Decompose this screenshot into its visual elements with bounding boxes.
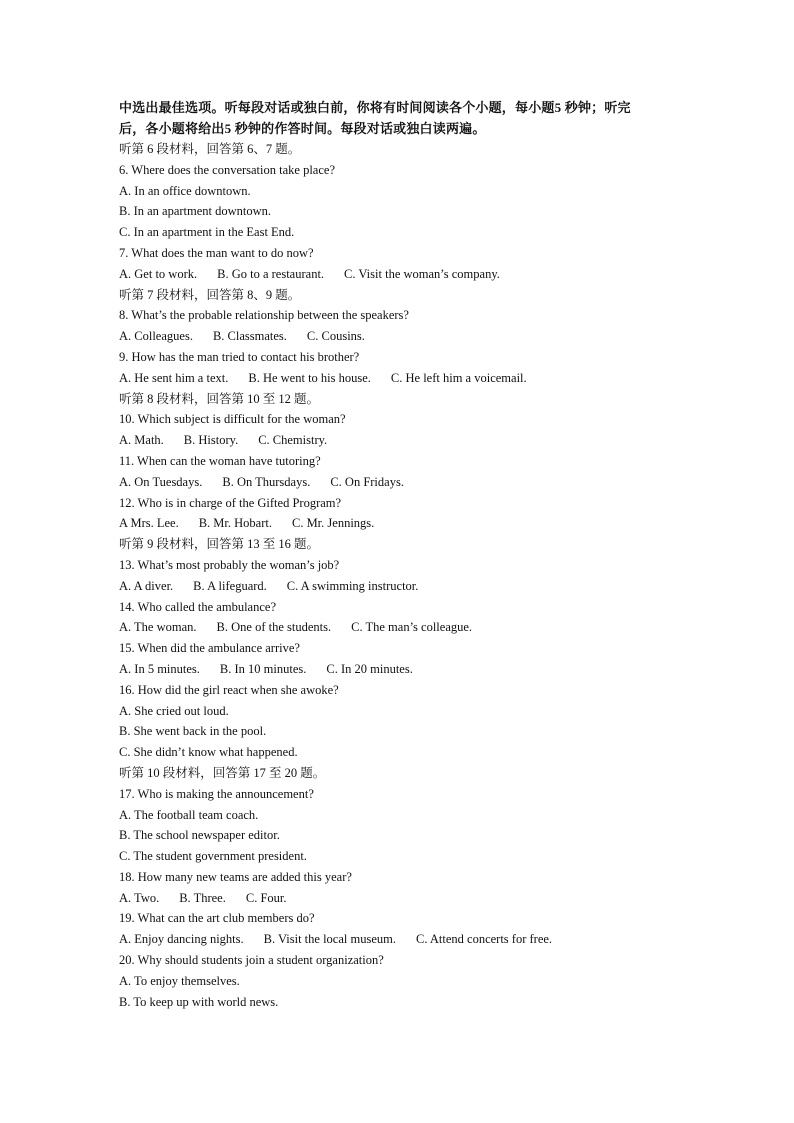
question-10-option-c: C. Chemistry. (258, 433, 328, 448)
question-13-option-a: A. A diver. (119, 578, 174, 593)
question-18-option-a: A. Two. (119, 890, 160, 905)
question-15-option-c: C. In 20 minutes. (326, 661, 413, 676)
question-10-option-b: B. History. (183, 433, 239, 448)
question-9-option-c: C. He left him a voicemail. (390, 370, 527, 385)
question-12-options (119, 513, 679, 534)
material-10-block (119, 763, 679, 1013)
question-17-option-a: A. The football team coach. (119, 807, 259, 822)
question-19-option-c: C. Attend concerts for free. (415, 932, 553, 947)
material-6-heading: 听第 6 段材料，回答第 6、7 题。 (119, 142, 301, 156)
question-8-stem: 8. What’s the probable relationship between the speakers? (119, 308, 409, 323)
question-8-option-c: C. Cousins. (306, 329, 365, 344)
question-7-stem: 7. What does the man want to do now? (119, 245, 314, 260)
material-9-block (119, 534, 679, 763)
question-16-option-a: A. She cried out loud. (119, 703, 229, 718)
question-10-option-a: A. Math. (119, 433, 164, 448)
question-9-option-a: A. He sent him a text. (119, 370, 229, 385)
question-12-option-b: B. Mr. Hobart. (198, 516, 272, 531)
question-6-option-b: B. In an apartment downtown. (119, 204, 272, 219)
question-12-stem: 12. Who is in charge of the Gifted Program? (119, 495, 342, 510)
question-13-option-b: B. A lifeguard. (193, 578, 267, 593)
question-19-option-a: A. Enjoy dancing nights. (119, 932, 244, 947)
question-8-option-b: B. Classmates. (212, 329, 287, 344)
question-8-option-a: A. Colleagues. (119, 329, 193, 344)
question-18-option-c: C. Four. (245, 890, 287, 905)
question-13-options (119, 576, 679, 597)
material-9-heading: 听第 9 段材料，回答第 13 至 16 题。 (119, 537, 320, 552)
question-16-stem: 16. How did the girl react when she awoke? (119, 682, 339, 697)
question-11-option-b: B. On Thursdays. (222, 474, 311, 489)
question-20-option-b: B. To keep up with world news. (119, 994, 279, 1009)
question-6-option-c: C. In an apartment in the East End. (119, 225, 295, 240)
question-8-options (119, 326, 679, 347)
question-9-options (119, 368, 679, 389)
question-9-stem: 9. How has the man tried to contact his brother? (119, 349, 360, 364)
question-13-option-c: C. A swimming instructor. (286, 578, 419, 593)
question-13-stem: 13. What’s most probably the woman’s job? (119, 557, 340, 572)
question-18-option-b: B. Three. (179, 890, 226, 905)
question-14-option-c: C. The man’s colleague. (351, 620, 473, 635)
question-18-stem: 18. How many new teams are added this year? (119, 869, 352, 884)
question-14-options (119, 617, 679, 638)
material-8-heading: 听第 8 段材料，回答第 10 至 12 题。 (119, 391, 320, 406)
question-11-option-c: C. On Fridays. (330, 474, 404, 489)
question-14-stem: 14. Who called the ambulance? (119, 599, 276, 614)
question-14-option-a: A. The woman. (119, 620, 197, 635)
question-12-option-c: C. Mr. Jennings. (291, 516, 375, 531)
question-19-options (119, 929, 679, 950)
question-7-option-a: A. Get to work. (119, 266, 198, 281)
question-7-option-b: B. Go to a restaurant. (217, 266, 325, 281)
question-15-stem: 15. When did the ambulance arrive? (119, 641, 300, 656)
material-10-heading: 听第 10 段材料，回答第 17 至 20 题。 (119, 765, 326, 780)
question-20-stem: 20. Why should students join a student organization? (119, 953, 384, 968)
instruction-line-2: 后，各小题将给出5 秒钟的作答时间。每段对话或独白读两遍。 (119, 121, 486, 136)
material-6-block (119, 139, 679, 285)
material-8-block (119, 389, 679, 535)
question-10-stem: 10. Which subject is difficult for the woman? (119, 412, 346, 427)
instruction-line-1: 中选出最佳选项。听每段对话或独白前，你将有时间阅读各个小题，每小题5 秒钟；听完 (119, 100, 631, 115)
section-instructions (119, 97, 679, 139)
question-19-option-b: B. Visit the local museum. (263, 932, 396, 947)
question-11-stem: 11. When can the woman have tutoring? (119, 453, 321, 468)
question-12-option-a: A Mrs. Lee. (119, 516, 179, 531)
question-15-option-a: A. In 5 minutes. (119, 661, 200, 676)
question-10-options (119, 430, 679, 451)
question-18-options (119, 888, 679, 909)
question-6-option-a: A. In an office downtown. (119, 183, 251, 198)
question-16-option-c: C. She didn’t know what happened. (119, 745, 298, 760)
question-17-stem: 17. Who is making the announcement? (119, 786, 314, 801)
question-7-options (119, 264, 679, 285)
material-7-heading: 听第 7 段材料，回答第 8、9 题。 (119, 287, 301, 302)
question-20-option-a: A. To enjoy themselves. (119, 973, 240, 988)
question-6-stem: 6. Where does the conversation take place? (119, 162, 335, 177)
question-11-options (119, 472, 679, 493)
question-9-option-b: B. He went to his house. (248, 370, 371, 385)
listening-section (119, 97, 679, 1012)
question-15-option-b: B. In 10 minutes. (219, 661, 307, 676)
question-19-stem: 19. What can the art club members do? (119, 911, 315, 926)
question-16-option-b: B. She went back in the pool. (119, 724, 267, 739)
question-15-options (119, 659, 679, 680)
question-17-option-c: C. The student government president. (119, 849, 307, 864)
material-7-block (119, 285, 679, 389)
question-7-option-c: C. Visit the woman’s company. (344, 266, 500, 281)
question-17-option-b: B. The school newspaper editor. (119, 828, 280, 843)
question-11-option-a: A. On Tuesdays. (119, 474, 203, 489)
question-14-option-b: B. One of the students. (216, 620, 332, 635)
